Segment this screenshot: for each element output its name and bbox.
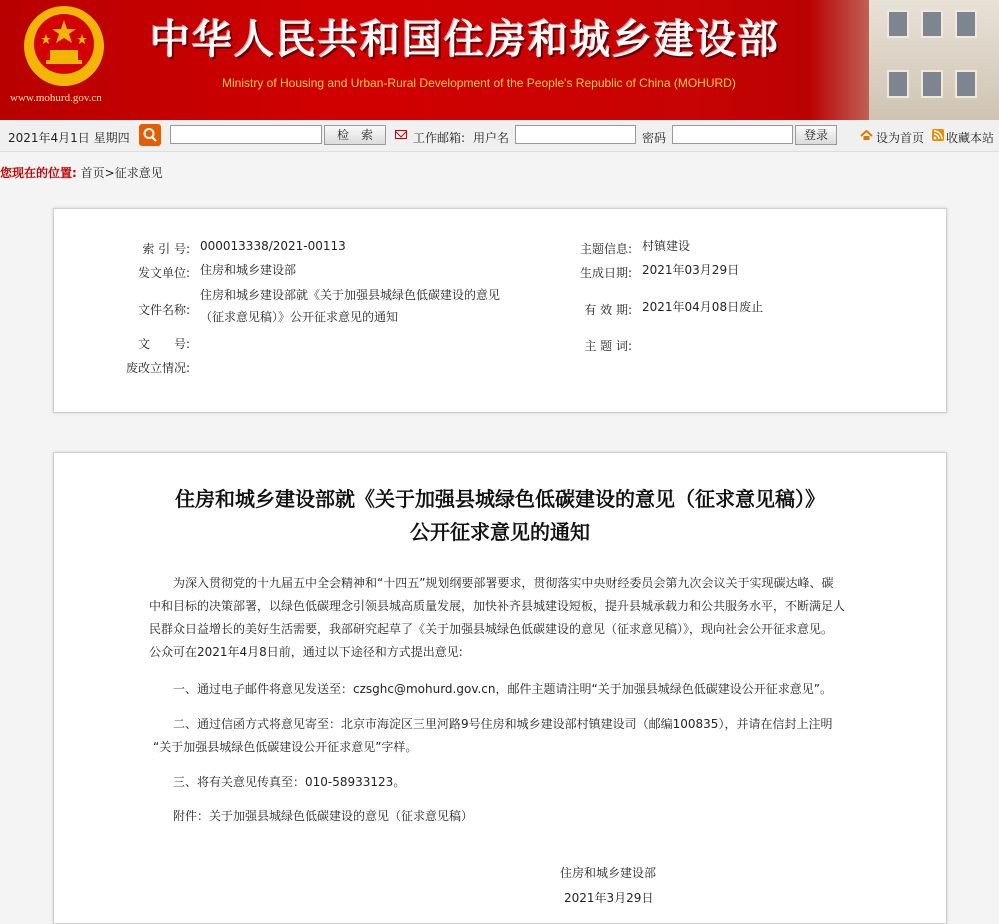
- search-icon-button[interactable]: [139, 124, 161, 146]
- signature-date: 2021年3月29日: [564, 891, 654, 905]
- bookmark-site-link[interactable]: 收藏本站: [946, 131, 995, 145]
- index-number-value: 000013338/2021-00113: [200, 239, 346, 253]
- paragraph-1-line-2: 中和目标的决策部署，以绿色低碳理念引领县城高质量发展，加快补齐县城建设短板，提升县城承载力和公共服务水平，不断满足人: [149, 599, 846, 613]
- paragraph-email: 一、通过电子邮件将意见发送至：czsghc@mohurd.gov.cn，邮件主题请注明“关于加强县城绿色低碳建设公开征求意见”。: [173, 682, 832, 696]
- filename-value-line2: （征求意见稿）》公开征求意见的通知: [200, 310, 399, 324]
- rss-bookmark-icon: [932, 129, 944, 141]
- mail-icon: [395, 130, 407, 139]
- site-url: www.mohurd.gov.cn: [10, 92, 102, 104]
- paragraph-1-line-1: 为深入贯彻党的十九届五中全会精神和“十四五”规划纲要部署要求，贯彻落实中央财经委员会第九次会议关于实现碳达峰、碳: [173, 576, 834, 590]
- search-input[interactable]: [170, 125, 322, 144]
- paragraph-1-line-3: 民群众日益增长的美好生活需要，我部研究起草了《关于加强县城绿色低碳建设的意见（征求意见稿）》，现向社会公开征求意见。: [149, 622, 834, 636]
- validity-value: 2021年04月08日废止: [642, 300, 764, 314]
- home-icon: [860, 130, 873, 141]
- breadcrumb-label: 您现在的位置:: [0, 166, 77, 180]
- search-button[interactable]: 检 索: [324, 125, 386, 145]
- username-label: 用户名: [473, 131, 510, 145]
- paragraph-fax: 三、将有关意见传真至：010-58933123。: [173, 775, 406, 789]
- document-number-label: 文 号:: [137, 337, 190, 351]
- current-date: 2021年4月1日 星期四: [8, 131, 130, 145]
- subject-label: 主题信息:: [579, 242, 632, 256]
- generation-date-label: 生成日期:: [579, 266, 632, 280]
- generation-date-value: 2021年03月29日: [642, 263, 740, 277]
- attachment-link[interactable]: 附件：关于加强县城绿色低碳建设的意见（征求意见稿）: [173, 809, 474, 823]
- document-metadata-panel: [53, 208, 947, 413]
- keywords-label: 主 题 词:: [584, 339, 632, 353]
- work-mail-label: 工作邮箱:: [413, 131, 466, 145]
- revision-status-label: 废改立情况:: [125, 361, 190, 375]
- ministry-title-chinese: 中华人民共和国住房和城乡建设部: [150, 17, 780, 63]
- issuer-value: 住房和城乡建设部: [200, 263, 297, 277]
- paragraph-letter-line-2: “关于加强县城绿色低碳建设公开征求意见”字样。: [153, 740, 418, 754]
- paragraph-1-line-4: 公众可在2021年4月8日前，通过以下途径和方式提出意见:: [149, 645, 463, 659]
- top-toolbar: [0, 120, 999, 152]
- signer: 住房和城乡建设部: [560, 866, 657, 880]
- site-banner: [0, 0, 999, 120]
- login-button[interactable]: 登录: [795, 125, 837, 145]
- validity-label: 有 效 期:: [584, 303, 632, 317]
- building-photo: [869, 0, 999, 120]
- password-label: 密码: [642, 131, 667, 145]
- paragraph-letter-line-1: 二、通过信函方式将意见寄至：北京市海淀区三里河路9号住房和城乡建设部村镇建设司（邮编100835），并请在信封上注明: [173, 717, 833, 731]
- ministry-title-english: Ministry of Housing and Urban-Rural Development of the People's Republic of China (MOHURD): [222, 76, 736, 90]
- article-title-line1: 住房和城乡建设部就《关于加强县城绿色低碳建设的意见（征求意见稿）》: [175, 487, 825, 511]
- issuer-label: 发文单位:: [137, 266, 190, 280]
- password-input[interactable]: [672, 125, 793, 144]
- breadcrumb-path[interactable]: 首页>征求意见: [80, 166, 163, 180]
- breadcrumb: [0, 164, 163, 181]
- article-panel: [53, 452, 947, 924]
- username-input[interactable]: [515, 125, 636, 144]
- magnifier-icon: [142, 127, 158, 143]
- filename-label: 文件名称:: [137, 303, 190, 317]
- article-title-line2: 公开征求意见的通知: [410, 520, 590, 544]
- index-number-label: 索 引 号:: [142, 242, 190, 256]
- filename-value-line1: 住房和城乡建设部就《关于加强县城绿色低碳建设的意见: [200, 288, 501, 302]
- subject-value: 村镇建设: [642, 239, 691, 253]
- national-emblem-icon: [22, 4, 106, 88]
- set-homepage-link[interactable]: 设为首页: [876, 131, 925, 145]
